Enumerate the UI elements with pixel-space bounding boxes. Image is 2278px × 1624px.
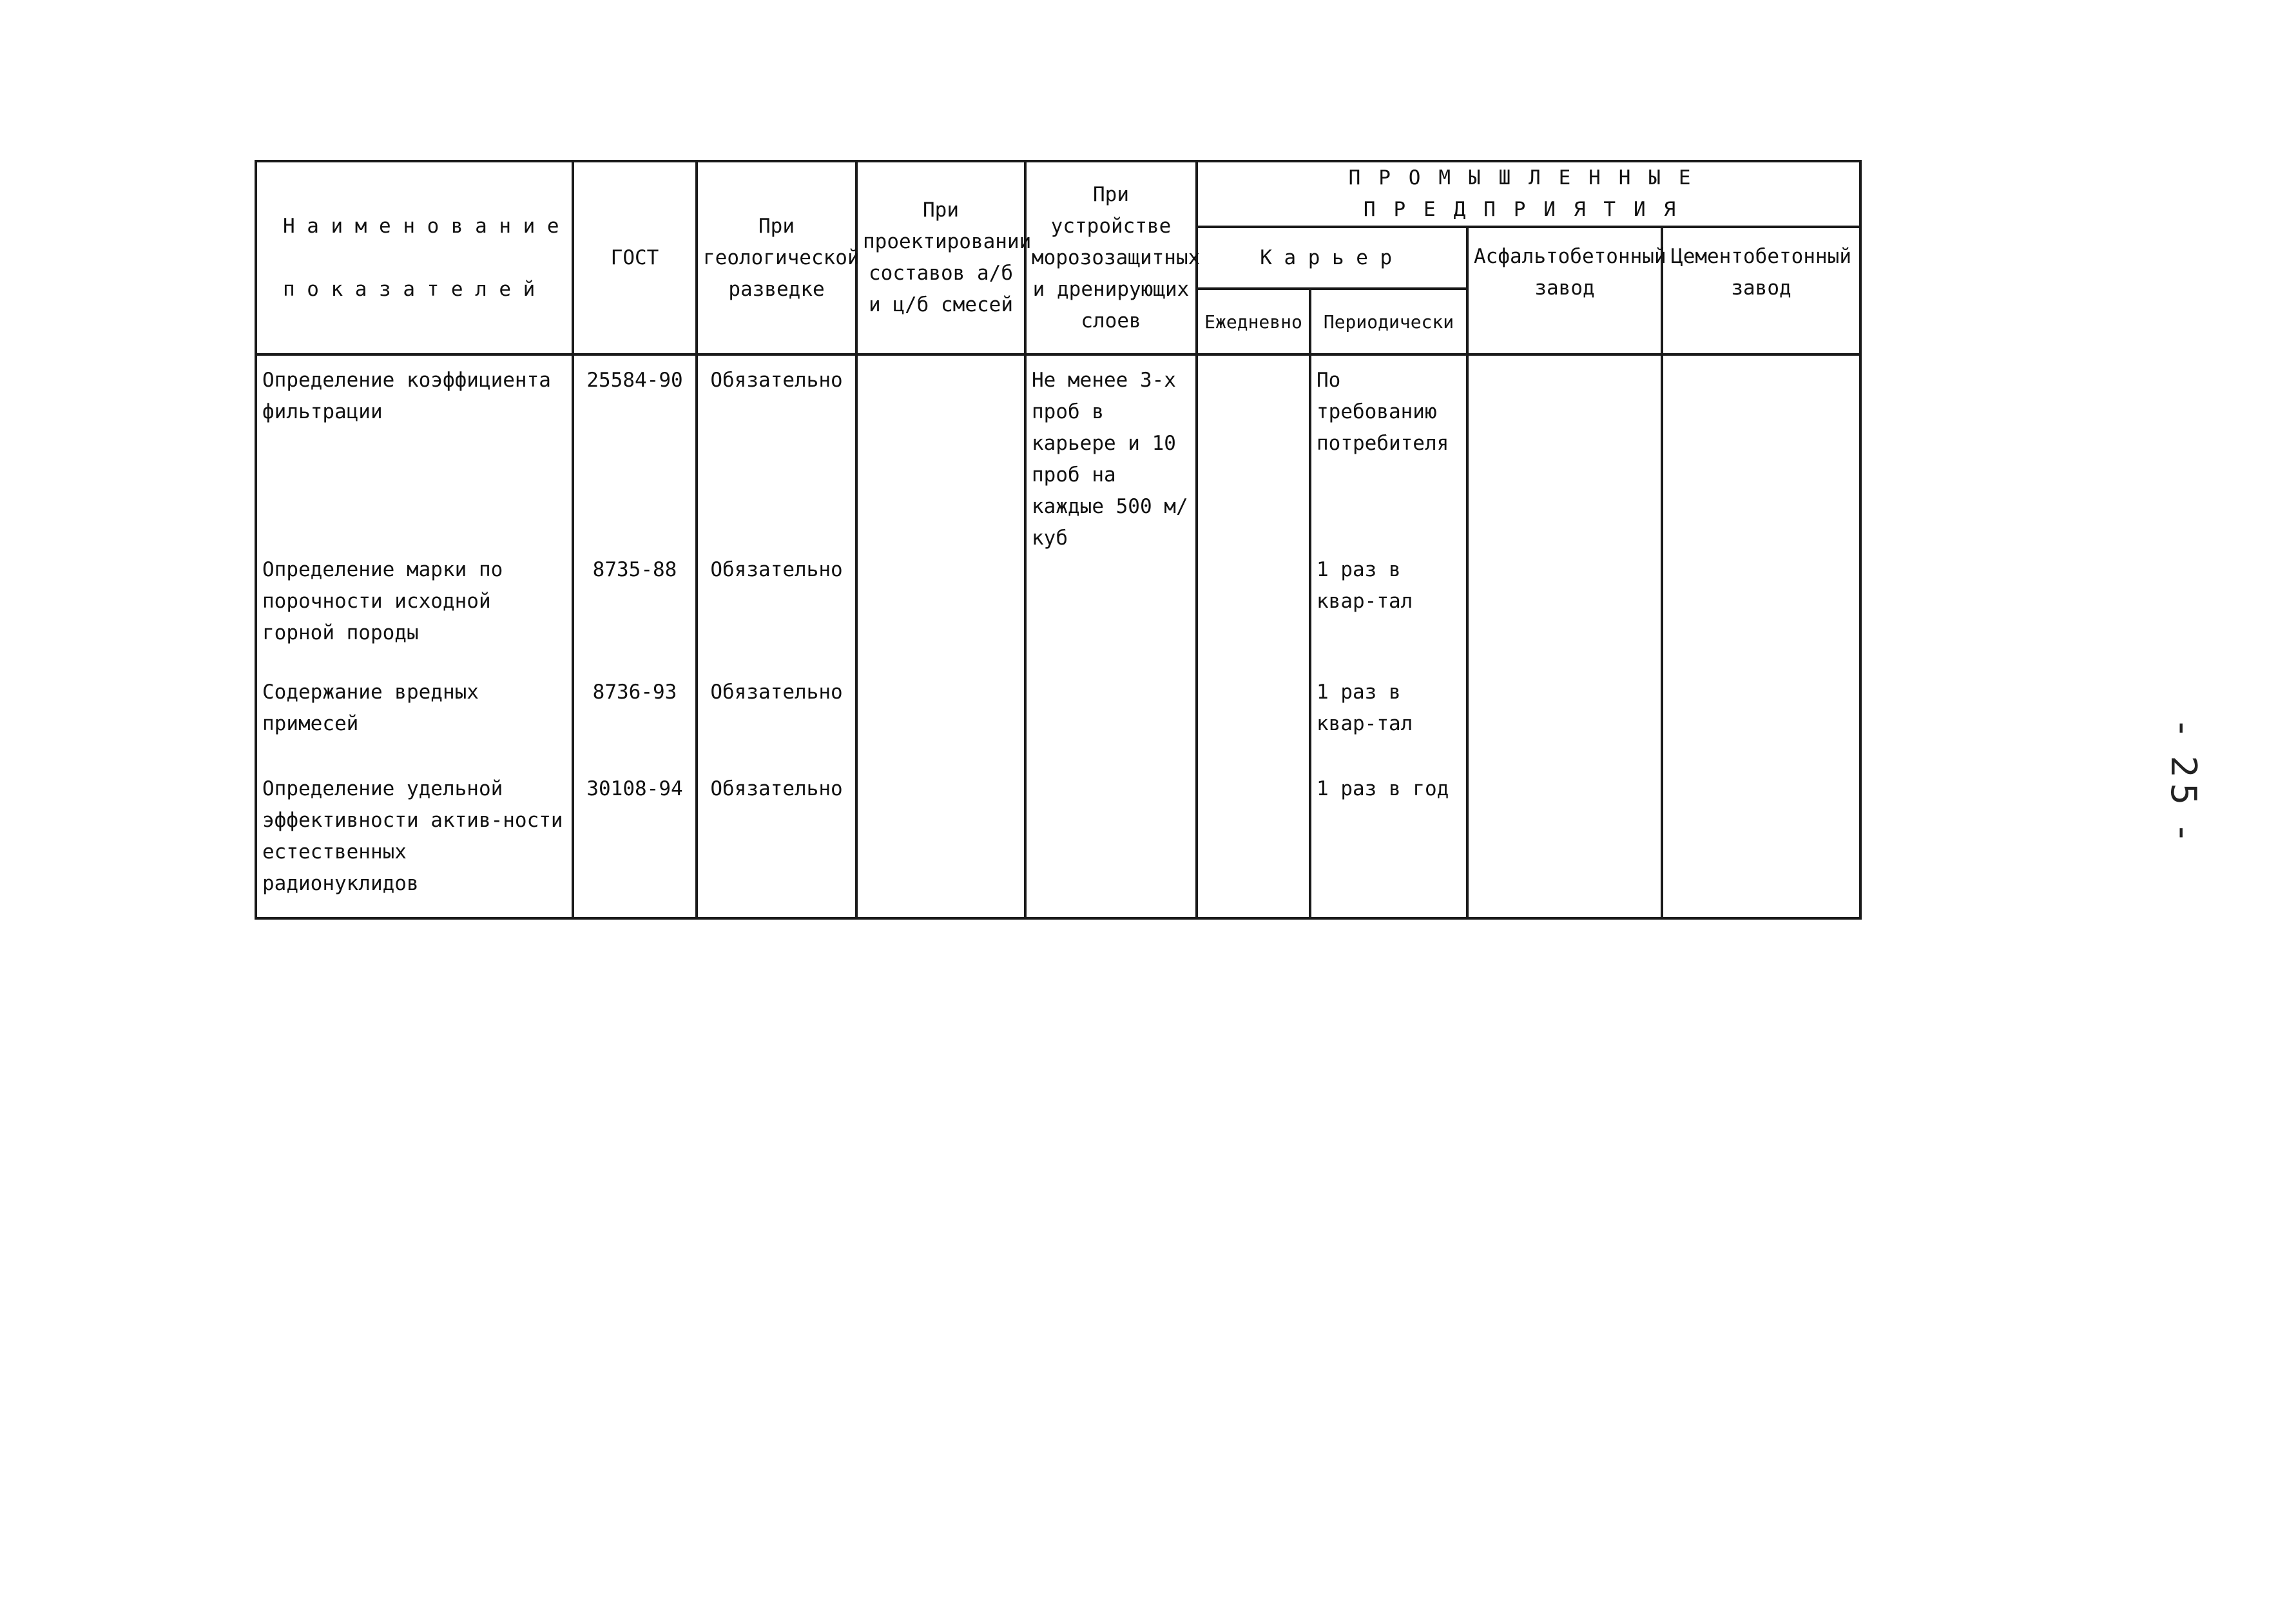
cell-gost: 8736-93	[573, 677, 697, 773]
header-daily: Ежедневно	[1197, 289, 1310, 354]
cell-daily	[1197, 677, 1310, 773]
table-row	[256, 773, 1860, 918]
header-name	[256, 161, 573, 354]
header-design: При проектировании составов а/б и ц/б смесей	[856, 161, 1025, 354]
cell-cement	[1662, 773, 1860, 918]
cell-gost: 25584-90	[573, 354, 697, 554]
page-number: - 25 -	[2163, 722, 2204, 845]
cell-geo: Обязательно	[697, 354, 856, 554]
cell-periodic: 1 раз в квар-тал	[1310, 554, 1467, 677]
header-name-line1: Наименование	[283, 215, 572, 238]
indicators-table	[255, 160, 1862, 920]
cell-design	[856, 354, 1025, 554]
header-quarry: Карьер	[1197, 227, 1467, 289]
cell-daily	[1197, 354, 1310, 554]
cell-asphalt	[1467, 354, 1662, 554]
cell-daily	[1197, 773, 1310, 918]
cell-periodic: 1 раз в квар-тал	[1310, 677, 1467, 773]
cell-asphalt	[1467, 677, 1662, 773]
cell-asphalt	[1467, 773, 1662, 918]
cell-frost	[1025, 554, 1197, 677]
cell-periodic: 1 раз в год	[1310, 773, 1467, 918]
cell-frost	[1025, 773, 1197, 918]
cell-gost: 30108-94	[573, 773, 697, 918]
table-row	[256, 354, 1860, 554]
cell-asphalt	[1467, 554, 1662, 677]
table-row	[256, 554, 1860, 677]
cell-name: Определение марки по порочности исходной горной породы	[256, 554, 573, 677]
cell-name: Содержание вредных примесей	[256, 677, 573, 773]
cell-design	[856, 554, 1025, 677]
cell-periodic: По требованию потребителя	[1310, 354, 1467, 554]
cell-cement	[1662, 677, 1860, 773]
cell-name: Определение удельной эффективности актив-ности естественных радионуклидов	[256, 773, 573, 918]
header-industrial: ПРОМЫШЛЕННЫЕ ПРЕДПРИЯТИЯ	[1197, 161, 1860, 227]
cell-frost	[1025, 677, 1197, 773]
cell-frost: Не менее 3-х проб в карьере и 10 проб на каждые 500 м/куб	[1025, 354, 1197, 554]
header-gost: ГОСТ	[573, 161, 697, 354]
header-frost: При устройстве морозозащитных и дренирующих слоев	[1025, 161, 1197, 354]
header-name-line2: показателей	[283, 278, 547, 301]
cell-geo: Обязательно	[697, 554, 856, 677]
cell-geo: Обязательно	[697, 677, 856, 773]
cell-name: Определение коэффициента фильтрации	[256, 354, 573, 554]
cell-cement	[1662, 554, 1860, 677]
cell-gost: 8735-88	[573, 554, 697, 677]
cell-geo: Обязательно	[697, 773, 856, 918]
header-cement: Цементобетонный завод	[1662, 227, 1860, 354]
cell-daily	[1197, 554, 1310, 677]
header-asphalt: Асфальтобетонный завод	[1467, 227, 1662, 354]
header-geo: При геологической разведке	[697, 161, 856, 354]
cell-design	[856, 773, 1025, 918]
header-periodic: Периодически	[1310, 289, 1467, 354]
table-row	[256, 677, 1860, 773]
cell-design	[856, 677, 1025, 773]
cell-cement	[1662, 354, 1860, 554]
